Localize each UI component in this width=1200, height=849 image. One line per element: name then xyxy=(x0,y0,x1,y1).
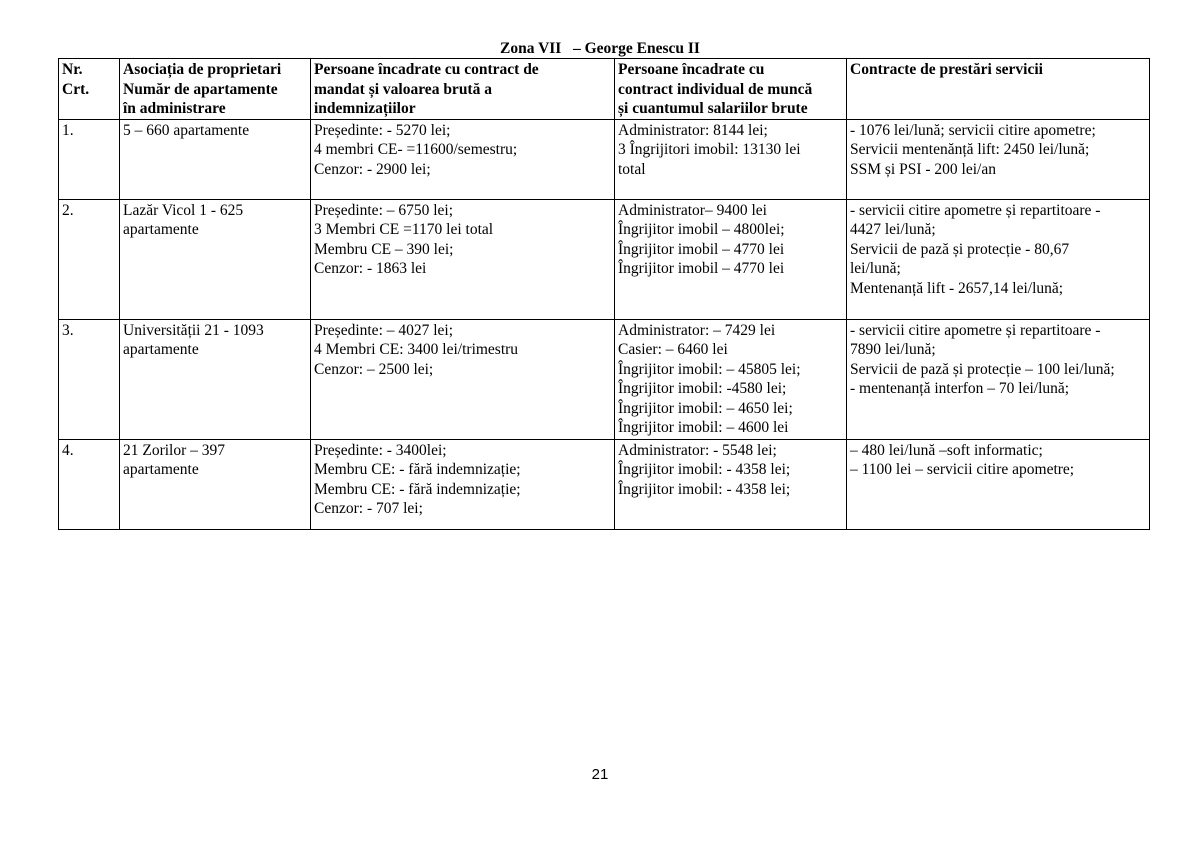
cell-servicii: - 1076 lei/lună; servicii citire apometre; Servicii mentenănță lift: 2450 lei/lună; SSM și PSI - 200 lei/an xyxy=(847,119,1150,199)
cell-mandat: Președinte: – 6750 lei; 3 Membri CE =1170 lei total Membru CE – 390 lei; Cenzor: - 1863 lei xyxy=(311,199,615,319)
table-header-row xyxy=(59,59,1150,120)
cell-asociatie: Universității 21 - 1093 apartamente xyxy=(120,319,311,439)
header-nr-crt: Nr. Crt. xyxy=(59,59,120,120)
cell-asociatie: Lazăr Vicol 1 - 625 apartamente xyxy=(120,199,311,319)
table-row xyxy=(59,439,1150,529)
cell-asociatie: 21 Zorilor – 397 apartamente xyxy=(120,439,311,529)
table-row xyxy=(59,319,1150,439)
header-contract-mandat: Persoane încadrate cu contract de mandat și valoarea brută a indemnizațiilor xyxy=(311,59,615,120)
header-contract-munca: Persoane încadrate cu contract individual de muncă și cuantumul salariilor brute xyxy=(615,59,847,120)
cell-contract-munca: Administrator: - 5548 lei; Îngrijitor imobil: - 4358 lei; Îngrijitor imobil: - 4358 lei; xyxy=(615,439,847,529)
page-title: Zona VII – George Enescu II xyxy=(500,40,700,57)
cell-mandat: Președinte: – 4027 lei; 4 Membri CE: 3400 lei/trimestru Cenzor: – 2500 lei; xyxy=(311,319,615,439)
table-row xyxy=(59,119,1150,199)
cell-nr: 2. xyxy=(59,199,120,319)
cell-asociatie: 5 – 660 apartamente xyxy=(120,119,311,199)
cell-contract-munca: Administrator: 8144 lei; 3 Îngrijitori imobil: 13130 lei total xyxy=(615,119,847,199)
table-row xyxy=(59,199,1150,319)
cell-mandat: Președinte: - 3400lei; Membru CE: - fără indemnizație; Membru CE: - fără indemnizație; Cenzor: - 707 lei; xyxy=(311,439,615,529)
cell-servicii: - servicii citire apometre și repartitoare - 7890 lei/lună; Servicii de pază și protecție – 100 lei/lună; - mentenanță interfon – 70 lei/lună; xyxy=(847,319,1150,439)
cell-servicii: – 480 lei/lună –soft informatic; – 1100 lei – servicii citire apometre; xyxy=(847,439,1150,529)
page-number: 21 xyxy=(591,766,609,783)
cell-nr: 4. xyxy=(59,439,120,529)
header-contracte-servicii: Contracte de prestări servicii xyxy=(847,59,1150,120)
associations-table xyxy=(58,58,1150,530)
cell-nr: 1. xyxy=(59,119,120,199)
header-asociatie: Asociația de proprietari Număr de apartamente în administrare xyxy=(120,59,311,120)
cell-contract-munca: Administrator– 9400 lei Îngrijitor imobil – 4800lei; Îngrijitor imobil – 4770 lei Îngrijitor imobil – 4770 lei xyxy=(615,199,847,319)
cell-contract-munca: Administrator: – 7429 lei Casier: – 6460 lei Îngrijitor imobil: – 45805 lei; Îngrijitor imobil: -4580 lei; Îngrijitor imobil: – 4650 lei; Îngrijitor imobil: – 4600 lei xyxy=(615,319,847,439)
cell-servicii: - servicii citire apometre și repartitoare - 4427 lei/lună; Servicii de pază și protecție - 80,67 lei/lună; Mentenanță lift - 2657,14 lei/lună; xyxy=(847,199,1150,319)
cell-nr: 3. xyxy=(59,319,120,439)
cell-mandat: Președinte: - 5270 lei; 4 membri CE- =11600/semestru; Cenzor: - 2900 lei; xyxy=(311,119,615,199)
